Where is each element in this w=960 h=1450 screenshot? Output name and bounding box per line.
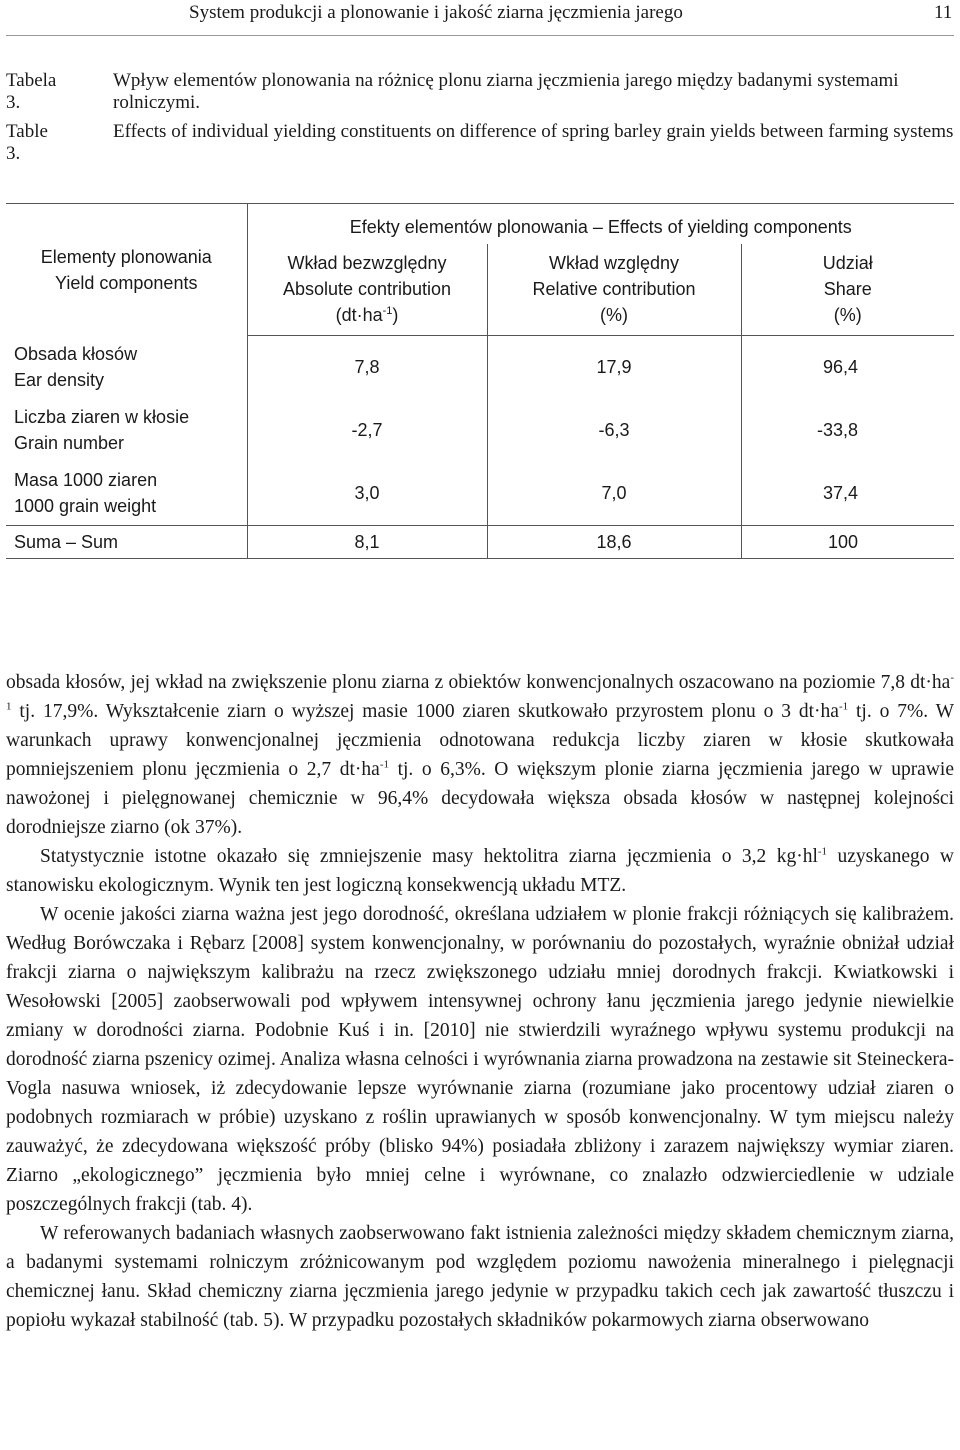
row-label: Obsada kłosów Ear density xyxy=(14,343,138,390)
cell-share: -33,8 xyxy=(741,398,954,462)
cell-absolute: -2,7 xyxy=(247,398,487,462)
table-row xyxy=(6,398,954,462)
stub-header-en: Yield components xyxy=(55,272,198,293)
row-label: Liczba ziaren w kłosie Grain number xyxy=(14,406,190,453)
cell-relative: -6,3 xyxy=(487,398,741,462)
body-text xyxy=(6,668,954,1335)
col2-unit: (%) xyxy=(600,305,628,326)
col3-pl: Udział xyxy=(822,253,873,274)
cell-absolute: 3,0 xyxy=(247,462,487,526)
sum-label: Suma – Sum xyxy=(6,526,247,559)
header-rule xyxy=(6,35,954,36)
page-number: 11 xyxy=(934,2,953,23)
cell-share: 96,4 xyxy=(741,336,954,398)
sum-relative: 18,6 xyxy=(487,526,741,559)
col-header-relative xyxy=(487,244,741,336)
caption-en-label: Table 3. xyxy=(6,121,48,164)
caption-en-text: Effects of individual yielding constituents on difference of spring barley grain yields between farming systems xyxy=(113,121,954,142)
stub-header xyxy=(6,204,247,336)
data-table xyxy=(6,203,954,559)
caption-pl-text: Wpływ elementów plonowania na różnicę plonu ziarna jęczmienia jarego między badanymi systemami rolniczymi. xyxy=(113,70,899,113)
running-title: System produkcji a plonowanie i jakość ziarna jęczmienia jarego xyxy=(189,2,683,23)
paragraph-4: W referowanych badaniach własnych zaobserwowano fakt istnienia zależności między składem chemicznym ziarna, a badanymi systemami rolniczym zróżnicowanym pod względem poziomu nawożenia mineralnego i pielęgnacji chemicznej łanu. Skład chemiczny ziarna jęczmienia jarego jedynie w przypadku takich cech jak zawartość tłuszczu i popiołu wykazał stabilność (tab. 5). W przypadku pozostałych składników pokarmowych ziarna obserwowano xyxy=(6,1223,954,1331)
caption-pl-label: Tabela 3. xyxy=(6,70,57,113)
cell-relative: 17,9 xyxy=(487,336,741,398)
cell-share: 37,4 xyxy=(741,462,954,526)
paragraph-3: W ocenie jakości ziarna ważna jest jego dorodność, określana udziałem w plonie frakcji różniących się kalibrażem. Według Borówczaka i Rębarz [2008] system konwencjonalny, w porównaniu do pozostałych, wyraźnie obniżał udział frakcji ziarna o największym kalibrażu na rzecz zwiększonego udziału mniej dorodnych frakcji. Kwiatkowski i Wesołowski [2005] zaobserwowali pod wpływem intensywnej ochrony łanu jęczmienia jarego jedynie niewielkie zmiany w dorodności ziarna. Podobnie Kuś i in. [2010] nie stwierdzili wyraźnego wpływu systemu produkcji na dorodność ziarna pszenicy ozimej. Analiza własna celności i wyrównania ziarna prowadzona na zestawie sit Steineckera-Vogla nasuwa wniosek, iż zdecydowanie lepsze wyrównanie ziarna (rozumiane jako procentowy udział ziaren o podobnych rozmiarach w próbie) uzyskano z roślin uprawianych w sposób konwencjonalny. W tym miejscu należy zauważyć, że zdecydowana większość próby (blisko 94%) posiadała zbliżony i zarazem największy wymiar ziaren. Ziarno „ekologicznego” jęczmienia było mniej celne i wyrównane, co znalazło odzwierciedlenie w udziale poszczególnych frakcji (tab. 4). xyxy=(6,904,954,1215)
sum-absolute: 8,1 xyxy=(247,526,487,559)
col1-pl: Wkład bezwzględny xyxy=(287,253,447,274)
col2-pl: Wkład względny xyxy=(548,253,680,274)
table-row xyxy=(6,462,954,526)
cell-absolute: 7,8 xyxy=(247,336,487,398)
stub-header-pl: Elementy plonowania xyxy=(40,246,212,267)
col3-unit: (%) xyxy=(833,305,862,326)
sum-share: 100 xyxy=(741,526,954,559)
paragraph-2: Statystycznie istotne okazało się zmniejszenie masy hektolitra ziarna jęczmienia o 3,2 $kg\cdot hl^{-1}$ uzyskanego w stanowisku ekologicznym. Wynik ten jest logiczną konsekwencją układu MTZ. xyxy=(6,845,954,896)
col2-en: Relative contribution xyxy=(532,279,696,300)
span-header: Efekty elementów plonowania – Effects of yielding components xyxy=(247,204,954,244)
row-label: Masa 1000 ziaren 1000 grain weight xyxy=(14,470,158,517)
page-header xyxy=(0,0,960,30)
table-row-sum xyxy=(6,526,954,559)
table-row xyxy=(6,336,954,398)
col3-en: Share xyxy=(823,279,872,300)
col-header-share xyxy=(741,244,954,336)
col1-unit: $(dt\cdot ha^{-1})$ xyxy=(335,305,399,326)
col1-en: Absolute contribution xyxy=(282,279,452,300)
paragraph-1: obsada kłosów, jej wkład na zwiększenie plonu ziarna z obiektów konwencjonalnych oszacowano na poziomie 7,8 $dt\cdot ha^{-1}$ tj. 17,9%. Wykształcenie ziarn o wyższej masie 1000 ziaren skutkowało przyrostem plonu o 3 $dt\cdot ha^{-1}$ tj. o 7%. W warunkach uprawy konwencjonalnej jęczmienia odnotowana redukcja liczby ziaren w kłosie skutkowała pomniejszeniem plonu jęczmienia o 2,7 $dt\cdot ha^{-1}$ tj. o 6,3%. O większym plonie ziarna jęczmienia jarego w uprawie nawożonej i pielęgnowanej chemicznie w 96,4% decydowała większa obsada kłosów w następnej kolejności dorodniejsze ziarno (ok 37%). xyxy=(6,671,954,838)
cell-relative: 7,0 xyxy=(487,462,741,526)
col-header-absolute xyxy=(247,244,487,336)
